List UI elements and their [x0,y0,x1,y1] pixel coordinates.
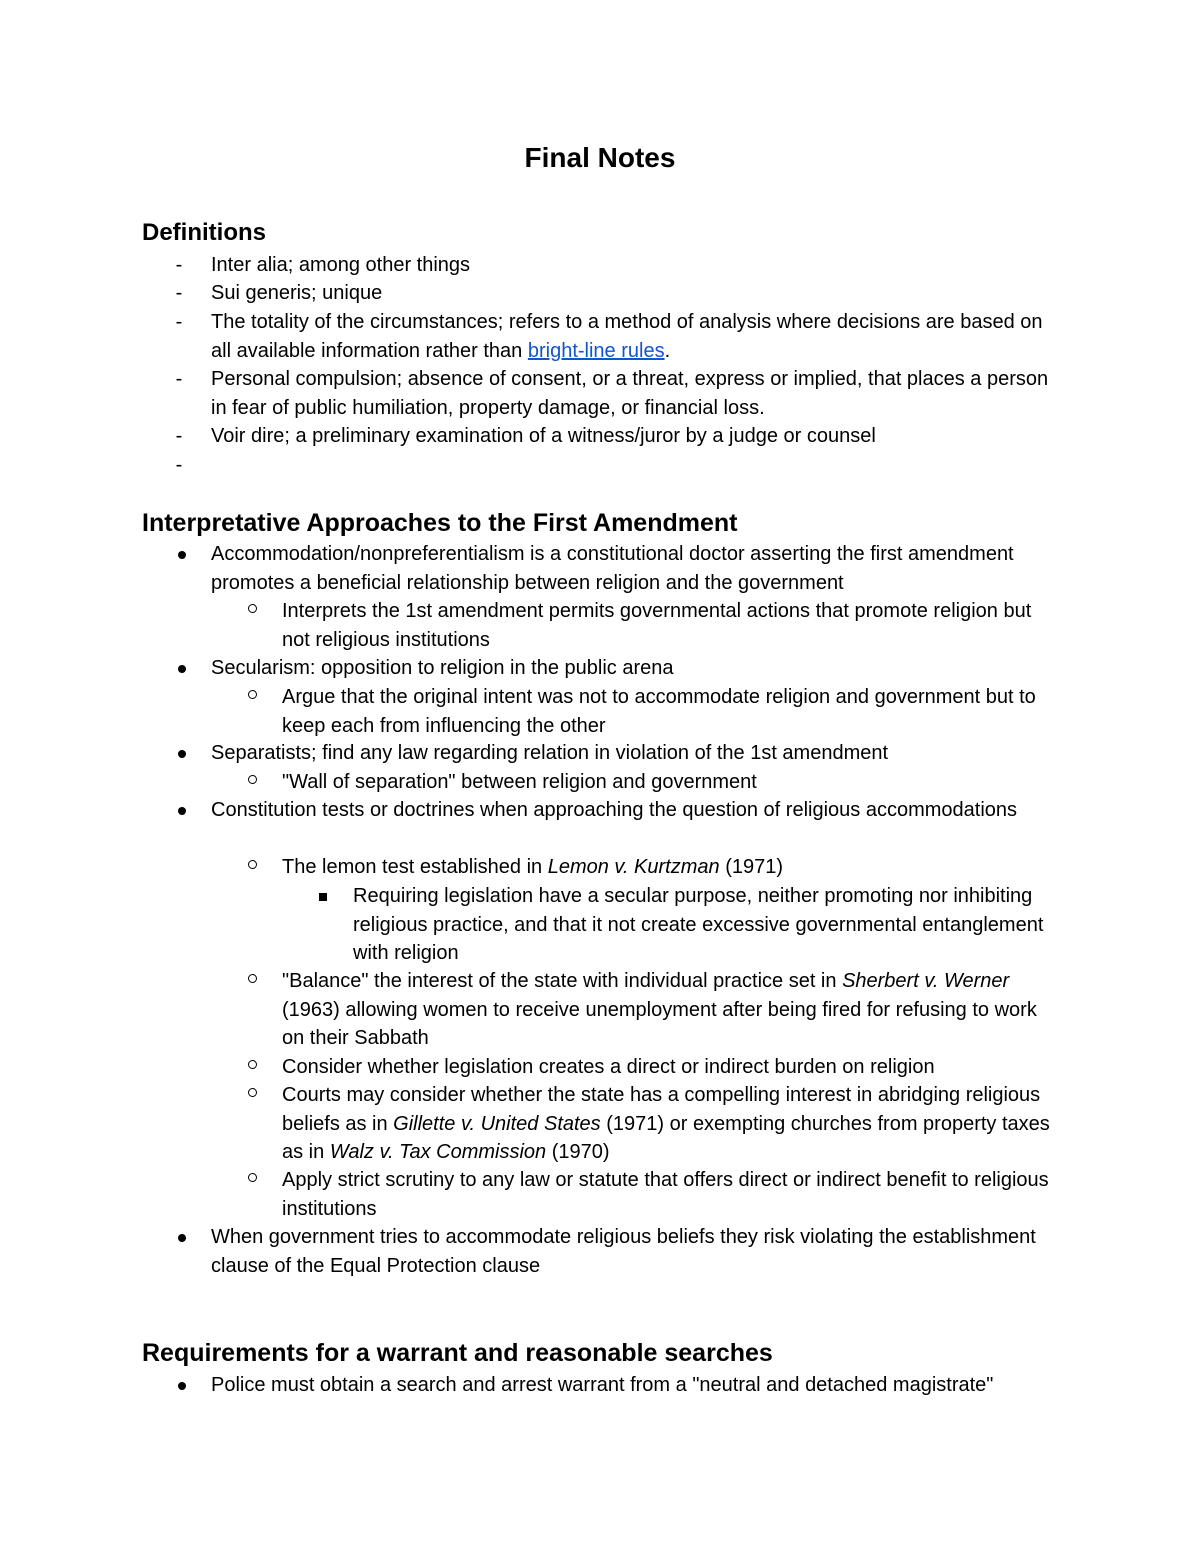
definition-item: Sui generis; unique [211,282,383,304]
list-item: Apply strict scrutiny to any law or statute that offers direct or indirect benefit to religious institutions [282,1169,1049,1220]
dash-bullet: - [175,282,183,304]
list-item: Courts may consider whether the state has a compelling interest in abridging religious beliefs as in Gillette v. United States (1971) or exempting churches from property taxes as in Walz v. Tax Commission (1970) [282,1084,1050,1163]
page-title: Final Notes [524,142,676,173]
list-item: Argue that the original intent was not to accommodate religion and government but to keep each from influencing the other [282,686,1036,737]
list-item: The lemon test established in Lemon v. Kurtzman (1971) [282,856,784,878]
warrants-heading: Requirements for a warrant and reasonable searches [142,1339,773,1367]
definition-item: Personal compulsion; absence of consent, or a threat, express or implied, that places a person in fear of public humiliation, property damage, or financial loss. [211,368,1049,419]
definition-item: Voir dire; a preliminary examination of a witness/juror by a judge or counsel [211,425,876,447]
definition-item: The totality of the circumstances; refers to a method of analysis where decisions are based on all available information rather than bright-line rules. [211,311,1043,362]
circle-bullet-icon [248,1088,257,1097]
bullet-icon [178,807,186,815]
bullet-icon [178,665,186,673]
list-item: "Wall of separation" between religion and government [282,771,757,793]
circle-bullet-icon [248,775,257,784]
definitions-heading: Definitions [142,219,266,246]
first-amendment-heading: Interpretative Approaches to the First Amendment [142,509,738,537]
list-item: Accommodation/nonpreferentialism is a constitutional doctor asserting the first amendment promotes a beneficial relationship between religion and the government [211,543,1014,594]
dash-bullet: - [175,425,183,447]
circle-bullet-icon [248,1060,257,1069]
square-bullet-icon [319,893,327,901]
list-item: Secularism: opposition to religion in the public arena [211,657,674,679]
dash-bullet: - [175,454,183,476]
circle-bullet-icon [248,604,257,613]
definition-item: Inter alia; among other things [211,254,471,276]
bullet-icon [178,1382,186,1390]
list-item: When government tries to accommodate religious beliefs they risk violating the establishment clause of the Equal Protection clause [211,1226,1036,1277]
circle-bullet-icon [248,690,257,699]
dash-bullet: - [175,254,183,276]
dash-bullet: - [175,368,183,390]
list-item: Police must obtain a search and arrest warrant from a "neutral and detached magistrate" [211,1374,994,1396]
list-item: Separatists; find any law regarding relation in violation of the 1st amendment [211,742,889,764]
list-item: Consider whether legislation creates a direct or indirect burden on religion [282,1056,935,1078]
circle-bullet-icon [248,974,257,983]
bullet-icon [178,551,186,559]
bullet-icon [178,1234,186,1242]
list-item: Constitution tests or doctrines when approaching the question of religious accommodations [211,799,1018,821]
list-item: "Balance" the interest of the state with individual practice set in Sherbert v. Werner (1963) allowing women to receive unemployment after being fired for refusing to work on their Sabbath [282,970,1037,1049]
bright-line-rules-link[interactable]: bright-line rules [527,339,665,362]
list-item: Requiring legislation have a secular purpose, neither promoting nor inhibiting religious practice, and that it not create excessive governmental entanglement with religion [353,885,1044,964]
list-item: Interprets the 1st amendment permits governmental actions that promote religion but not religious institutions [282,600,1032,651]
bullet-icon [178,750,186,758]
circle-bullet-icon [248,860,257,869]
circle-bullet-icon [248,1173,257,1182]
dash-bullet: - [175,311,183,333]
